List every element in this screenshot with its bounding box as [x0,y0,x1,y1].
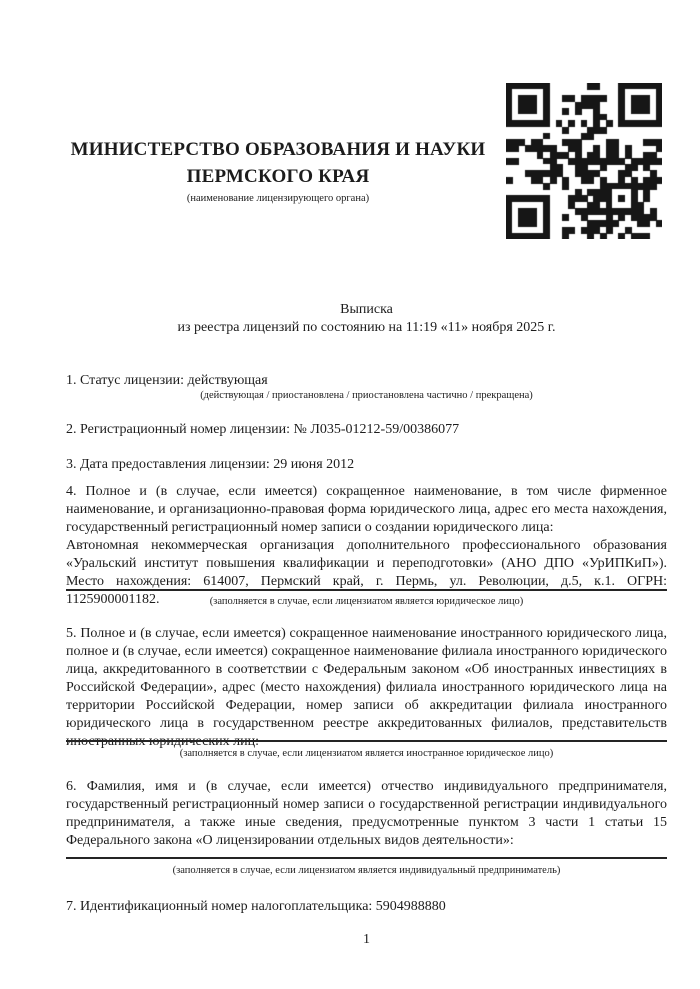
item-5-foreign-entity: 5. Полное и (в случае, если имеется) сокращенное наименование иностранного юридического лица, полное и (в случае, если имеется) сокращенное наименование филиала иностранного юридического лица, аккредитованного в соответствии с Федеральным законом «Об иностранных инвестициях в Российской Федерации», адрес (место нахождения) филиала иностранного юридического лица на территории Российской Федерации, номер записи об аккредитации филиала иностранного юридического лица в государственном реестре аккредитованных филиалов, представительств иностранных юридических лиц: [66,626,667,749]
item-4-fill-line [66,589,667,591]
item-6-fill-line [66,857,667,859]
item-2-registration-number: 2. Регистрационный номер лицензии: № Л035-01212-59/00386077 [66,422,460,437]
item-6-caption: (заполняется в случае, если лицензиатом является индивидуальный предприниматель) [172,865,561,876]
title-line1: Выписка [340,302,393,317]
item-5-caption: (заполняется в случае, если лицензиатом является иностранное юридическое лицо) [179,748,554,759]
page-number: 1 [363,932,370,947]
item-1-license-status: 1. Статус лицензии: действующая [66,373,268,388]
ministry-name-line2: ПЕРМСКОГО КРАЯ [186,166,370,187]
qr-code-icon [506,83,662,239]
licensing-authority-header [66,136,490,205]
qr-code-canvas [506,83,662,239]
ministry-caption: (наименование лицензирующего органа) [186,193,370,204]
title-line2: из реестра лицензий по состоянию на 11:19 «11» ноября 2025 г. [177,320,556,335]
item-5-fill-line [66,740,667,742]
item-6-individual-entrepreneur: 6. Фамилия, имя и (в случае, если имеется) отчество индивидуального предпринимателя, государственный регистрационный номер записи о государственной регистрации индивидуального предпринимателя, а также иные сведения, предусмотренные пунктом 3 части 1 статьи 15 Федерального закона «О лицензировании отдельных видов деятельности»: [66,779,667,848]
item-4-caption: (заполняется в случае, если лицензиатом является юридическое лицо) [209,596,524,607]
item-4-answer: Автономная некоммерческая организация дополнительного профессионального образования «Уральский институт повышения квалификации и переподготовки» (АНО ДПО «УрИПКиП»). Место нахождения: 614007, Пермский край, г. Пермь, ул. Революции, д.5, к.1. ОГРН: 1125900001182. [66,538,667,607]
item-4-question: 4. Полное и (в случае, если имеется) сокращенное наименование, в том числе фирменное наименование, и организационно-правовая форма юридического лица, адрес его места нахождения, государственный регистрационный номер записи о создании юридического лица: [66,484,667,535]
item-1-caption: (действующая / приостановлена / приостановлена частично / прекращена) [200,390,533,401]
item-3-license-date: 3. Дата предоставления лицензии: 29 июня 2012 [66,457,355,472]
ministry-name-line1: МИНИСТЕРСТВО ОБРАЗОВАНИЯ И НАУКИ [70,139,486,160]
document-title [66,301,667,337]
item-7-taxpayer-number: 7. Идентификационный номер налогоплательщика: 5904988880 [66,899,446,914]
